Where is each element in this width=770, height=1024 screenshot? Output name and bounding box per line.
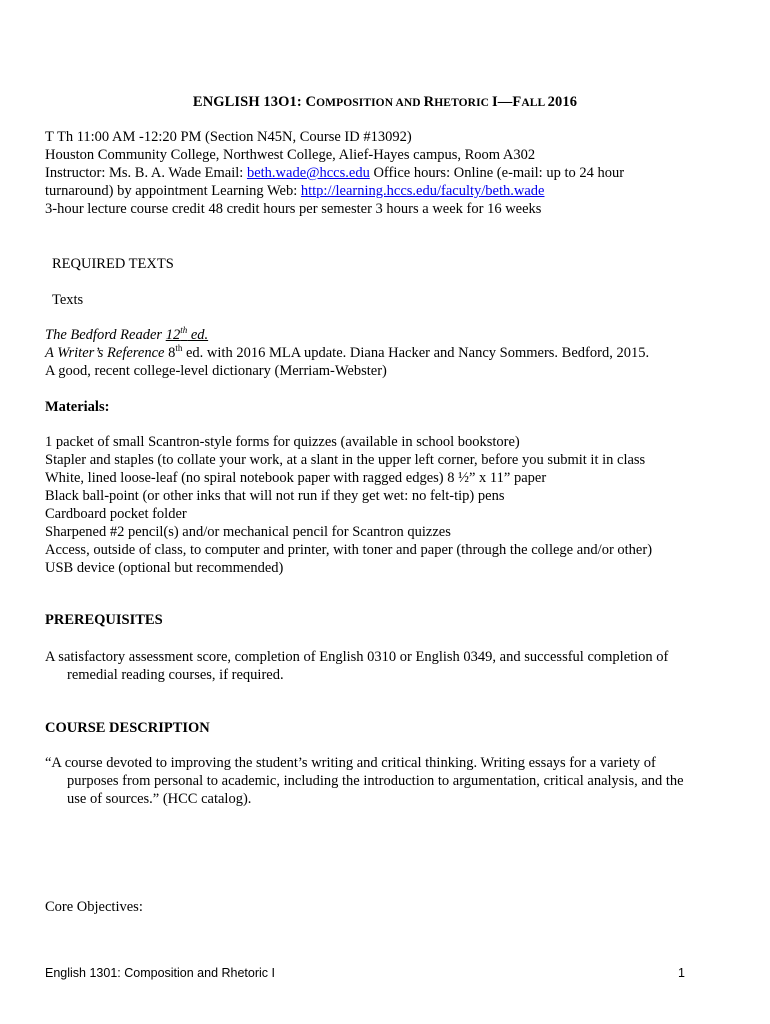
list-item: Access, outside of class, to computer and printer, with toner and paper (through the college and/or other) xyxy=(45,542,653,558)
texts-subheading: Texts xyxy=(52,292,84,308)
schedule-line: T Th 11:00 AM -12:20 PM (Section N45N, Course ID #13092) xyxy=(45,129,412,145)
core-objectives-heading: Core Objectives: xyxy=(45,899,143,915)
email-link[interactable]: beth.wade@hccs.edu xyxy=(246,165,370,181)
prerequisites-heading: PREREQUISITES xyxy=(45,612,163,628)
list-item: Cardboard pocket folder xyxy=(45,506,187,522)
list-item: 1 packet of small Scantron-style forms for quizzes (available in school bookstore) xyxy=(45,434,520,450)
footer-title: English 1301: Composition and Rhetoric I xyxy=(45,966,275,980)
credit-line: 3-hour lecture course credit 48 credit hours per semester 3 hours a week for 16 weeks xyxy=(45,201,542,217)
page-footer xyxy=(45,964,685,982)
location-line: Houston Community College, Northwest College, Alief-Hayes campus, Room A302 xyxy=(45,147,536,163)
prerequisites-text: A satisfactory assessment score, completion of English 0310 or English 0349, and successful completion of remedial reading courses, if required. xyxy=(45,649,669,683)
list-item: Black ball-point (or other inks that will not run if they get wet: no felt-tip) pens xyxy=(45,488,505,504)
required-texts-list xyxy=(45,326,735,380)
dictionary-line: A good, recent college-level dictionary (Merriam-Webster) xyxy=(45,363,387,379)
list-item: Stapler and staples (to collate your work, at a slant in the upper left corner, before you submit it in class xyxy=(45,452,646,468)
book-bedford-reader: The Bedford Reader 12th ed. xyxy=(45,325,209,343)
course-description-text: “A course devoted to improving the student’s writing and critical thinking. Writing essays for a variety of purposes from personal to academic, including the introduction to argumentation, critical analysis, and the use of sources.” (HCC catalog). xyxy=(45,755,684,807)
instructor-line: Instructor: Ms. B. A. Wade Email: beth.wade@hccs.edu Office hours: Online (e-mail: up to 24 hour xyxy=(45,165,625,181)
materials-heading: Materials: xyxy=(45,399,110,415)
turnaround-line: turnaround) by appointment Learning Web: http://learning.hccs.edu/faculty/beth.wade xyxy=(45,183,545,199)
page-number: 1 xyxy=(678,966,685,980)
book-writers-reference: A Writer’s Reference 8th ed. with 2016 MLA update. Diana Hacker and Nancy Sommers. Bedford, 2015. xyxy=(45,343,650,361)
course-title: ENGLISH 13O1: COMPOSITION AND RHETORIC I—FALL 2016 xyxy=(192,94,578,110)
required-texts-heading: REQUIRED TEXTS xyxy=(52,256,174,272)
list-item: USB device (optional but recommended) xyxy=(45,560,284,576)
course-info xyxy=(45,128,735,218)
learning-web-link[interactable]: http://learning.hccs.edu/faculty/beth.wade xyxy=(300,183,545,199)
list-item: White, lined loose-leaf (no spiral notebook paper with ragged edges) 8 ½” x 11” paper xyxy=(45,470,547,486)
list-item: Sharpened #2 pencil(s) and/or mechanical pencil for Scantron quizzes xyxy=(45,524,451,540)
materials-list xyxy=(45,433,735,577)
course-description-heading: COURSE DESCRIPTION xyxy=(45,720,210,736)
